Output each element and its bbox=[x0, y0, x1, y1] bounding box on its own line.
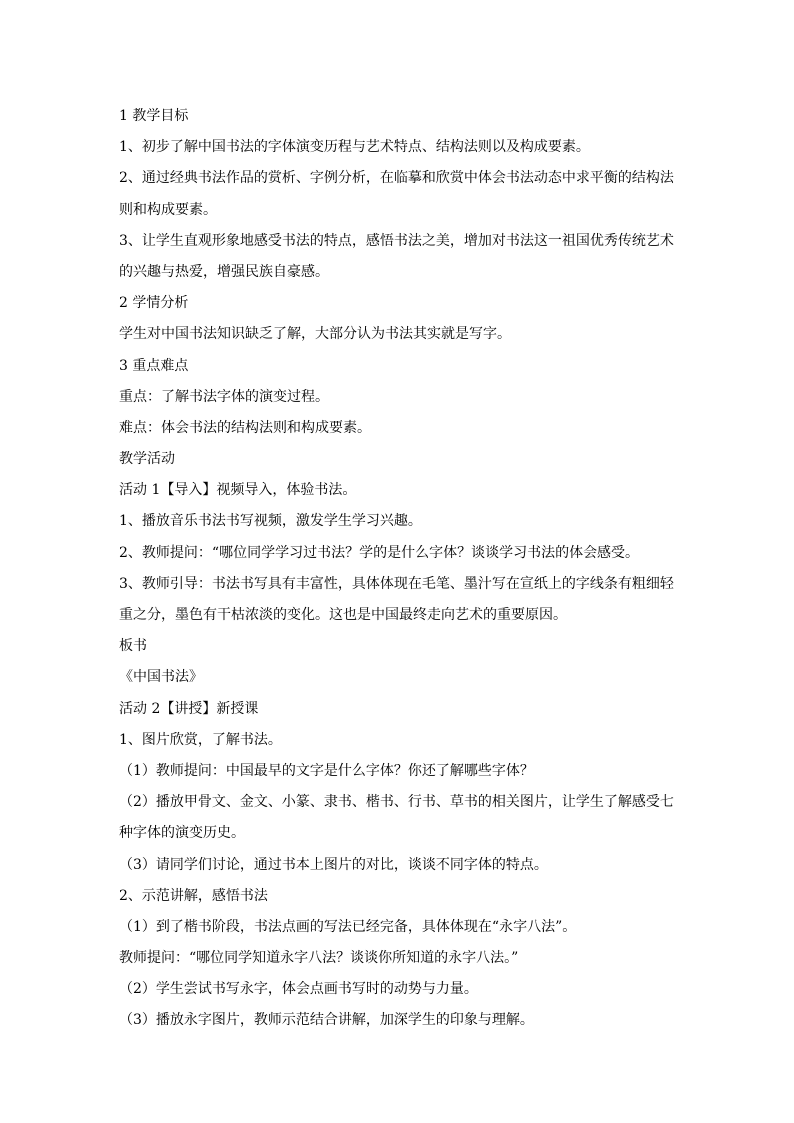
paragraph-line: 重点：了解书法字体的演变过程。 bbox=[119, 388, 329, 405]
paragraph-line: 1、播放音乐书法书写视频，激发学生学习兴趣。 bbox=[119, 513, 422, 530]
paragraph-line: （1）到了楷书阶段，书法点画的写法已经完备，具体体现在“永字八法”。 bbox=[119, 918, 577, 935]
section-heading-objectives: 1 教学目标 bbox=[119, 108, 189, 124]
document-body bbox=[119, 101, 679, 1037]
paragraph-line: （1）教师提问：中国最早的文字是什么字体？你还了解哪些字体？ bbox=[119, 762, 534, 779]
section-heading-analysis: 2 学情分析 bbox=[119, 295, 189, 312]
paragraph-line: （3）播放永字图片，教师示范结合讲解，加深学生的印象与理解。 bbox=[119, 1012, 534, 1029]
paragraph-line: （3）请同学们讨论，通过书本上图片的对比，谈谈不同字体的特点。 bbox=[119, 856, 548, 873]
paragraph-line: 教师提问：“哪位同学知道永字八法？谈谈你所知道的永字八法。” bbox=[119, 950, 519, 967]
paragraph-line: 则和构成要素。 bbox=[119, 201, 217, 218]
activity-heading: 活动 1【导入】视频导入，体验书法。 bbox=[119, 482, 357, 499]
paragraph-line: 2、教师提问：“哪位同学学习过书法？学的是什么字体？谈谈学习书法的体会感受。 bbox=[119, 544, 640, 561]
board-title: 《中国书法》 bbox=[119, 669, 203, 686]
paragraph-line: 3、让学生直观形象地感受书法的特点，感悟书法之美，增加对书法这一祖国优秀传统艺术 bbox=[119, 232, 674, 249]
paragraph-line: 的兴趣与热爱，增强民族自豪感。 bbox=[119, 263, 329, 280]
section-heading-key-points: 3 重点难点 bbox=[119, 357, 189, 374]
section-heading-activities: 教学活动 bbox=[119, 451, 175, 468]
activity-heading: 活动 2【讲授】新授课 bbox=[119, 700, 259, 717]
paragraph-line: 学生对中国书法知识缺乏了解，大部分认为书法其实就是写字。 bbox=[119, 326, 511, 343]
paragraph-line: 重之分，墨色有干枯浓淡的变化。这也是中国最终走向艺术的重要原因。 bbox=[119, 607, 567, 623]
paragraph-line: 3、教师引导：书法书写具有丰富性，具体体现在毛笔、墨汁写在宣纸上的字线条有粗细轻 bbox=[119, 575, 674, 592]
paragraph-line: （2）学生尝试书写永字，体会点画书写时的动势与力量。 bbox=[119, 981, 478, 998]
paragraph-line: （2）播放甲骨文、金文、小篆、隶书、楷书、行书、草书的相关图片，让学生了解感受七 bbox=[119, 794, 674, 811]
paragraph-line: 2、示范讲解，感悟书法 bbox=[119, 887, 268, 904]
paragraph-line: 1、图片欣赏，了解书法。 bbox=[119, 731, 282, 748]
board-heading: 板书 bbox=[119, 638, 147, 655]
paragraph-line: 1、初步了解中国书法的字体演变历程与艺术特点、结构法则以及构成要素。 bbox=[119, 139, 590, 156]
paragraph-line: 2、通过经典书法作品的赏析、字例分析，在临摹和欣赏中体会书法动态中求平衡的结构法 bbox=[119, 170, 674, 187]
paragraph-line: 种字体的演变历史。 bbox=[119, 825, 245, 842]
paragraph-line: 难点：体会书法的结构法则和构成要素。 bbox=[119, 419, 371, 436]
